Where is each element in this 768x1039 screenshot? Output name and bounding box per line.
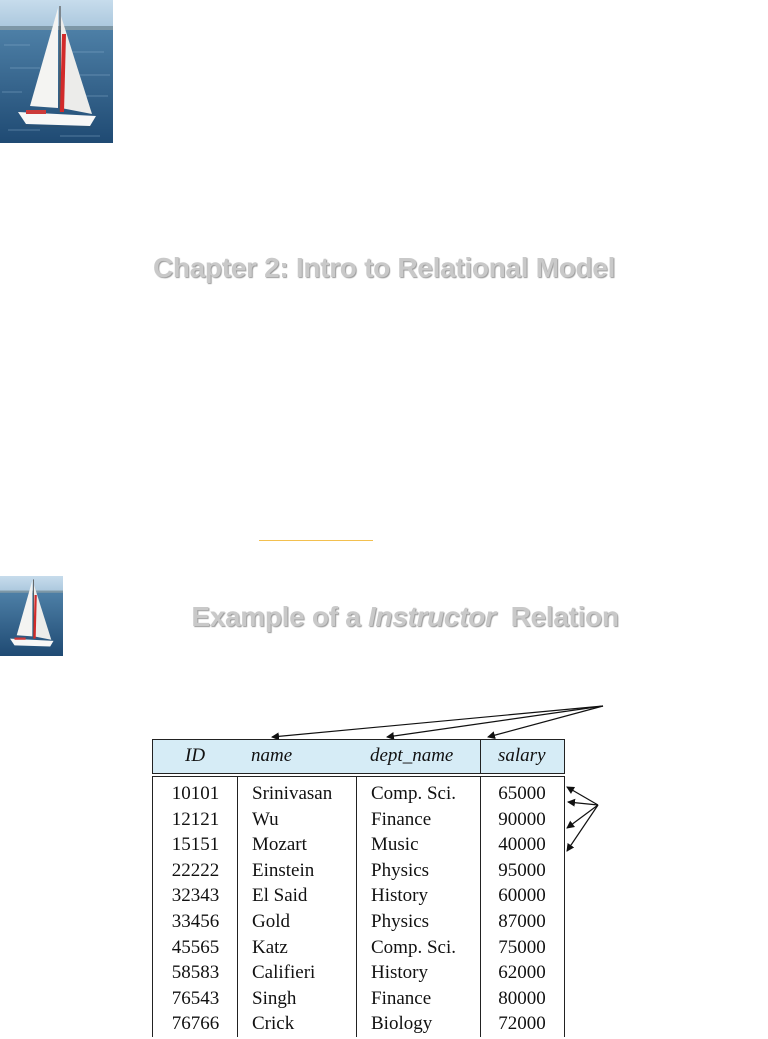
cell-name: Einstein xyxy=(252,859,315,881)
sailboat-logo-large xyxy=(0,0,113,143)
cell-id: 32343 xyxy=(171,885,220,907)
table-row xyxy=(153,988,564,1014)
cell-dept-name: Finance xyxy=(371,987,432,1009)
cell-name: Gold xyxy=(252,911,290,932)
cell-dept-name: History xyxy=(371,885,428,907)
title-prefix: Example of a xyxy=(191,601,368,632)
table-row xyxy=(153,911,564,937)
table-body xyxy=(152,776,565,1037)
cell-salary: 65000 xyxy=(498,783,546,804)
cell-salary: 75000 xyxy=(498,936,546,958)
cell-id: 33456 xyxy=(171,911,220,932)
cell-id: 12121 xyxy=(171,808,220,830)
table-row xyxy=(153,809,564,835)
cell-name: Katz xyxy=(252,936,288,958)
cell-dept-name: History xyxy=(371,962,428,984)
cell-id: 10101 xyxy=(171,783,220,804)
header-name: name xyxy=(251,745,293,766)
cell-dept-name: Finance xyxy=(371,808,432,830)
header-divider xyxy=(480,740,481,773)
table-row xyxy=(153,937,564,963)
header-salary: salary xyxy=(498,745,546,766)
table-row xyxy=(153,783,564,809)
cell-name: Califieri xyxy=(252,962,316,984)
chapter-title: Chapter 2: Intro to Relational Model xyxy=(152,252,616,283)
cell-salary: 87000 xyxy=(498,911,546,932)
header-id: ID xyxy=(185,745,206,766)
cell-dept-name: Comp. Sci. xyxy=(371,783,456,804)
cell-salary: 80000 xyxy=(498,987,546,1009)
cell-dept-name: Comp. Sci. xyxy=(371,936,456,958)
table-row xyxy=(153,962,564,988)
cell-id: 76543 xyxy=(171,987,220,1009)
cell-salary: 90000 xyxy=(498,808,546,830)
table-header-row xyxy=(152,739,565,774)
header-dept-name: dept_name xyxy=(370,745,454,766)
divider-rule xyxy=(259,540,373,541)
cell-name: Singh xyxy=(252,987,297,1009)
cell-id: 15151 xyxy=(171,834,220,856)
cell-name: El Said xyxy=(252,885,308,907)
cell-salary: 40000 xyxy=(498,834,546,856)
title-suffix: Relation xyxy=(495,601,619,632)
cell-name: Wu xyxy=(252,808,279,830)
table-row xyxy=(153,834,564,860)
table-row xyxy=(153,1013,564,1039)
cell-dept-name: Biology xyxy=(371,1013,433,1035)
cell-dept-name: Physics xyxy=(371,859,430,881)
cell-name: Srinivasan xyxy=(252,783,333,804)
cell-id: 58583 xyxy=(171,962,220,984)
relation-example-title xyxy=(0,601,768,633)
cell-id: 45565 xyxy=(171,936,220,958)
table-row xyxy=(153,885,564,911)
cell-id: 76766 xyxy=(171,1013,220,1035)
cell-salary: 60000 xyxy=(498,885,546,907)
title-emphasis: Instructor xyxy=(367,601,496,632)
sailboat-icon xyxy=(0,0,113,143)
cell-name: Mozart xyxy=(252,834,307,856)
cell-salary: 95000 xyxy=(498,859,546,881)
cell-dept-name: Music xyxy=(371,834,419,856)
cell-id: 22222 xyxy=(171,859,220,881)
cell-name: Crick xyxy=(252,1013,295,1035)
table-row xyxy=(153,860,564,886)
cell-salary: 72000 xyxy=(498,1013,546,1035)
cell-salary: 62000 xyxy=(498,962,546,984)
cell-dept-name: Physics xyxy=(371,911,430,932)
